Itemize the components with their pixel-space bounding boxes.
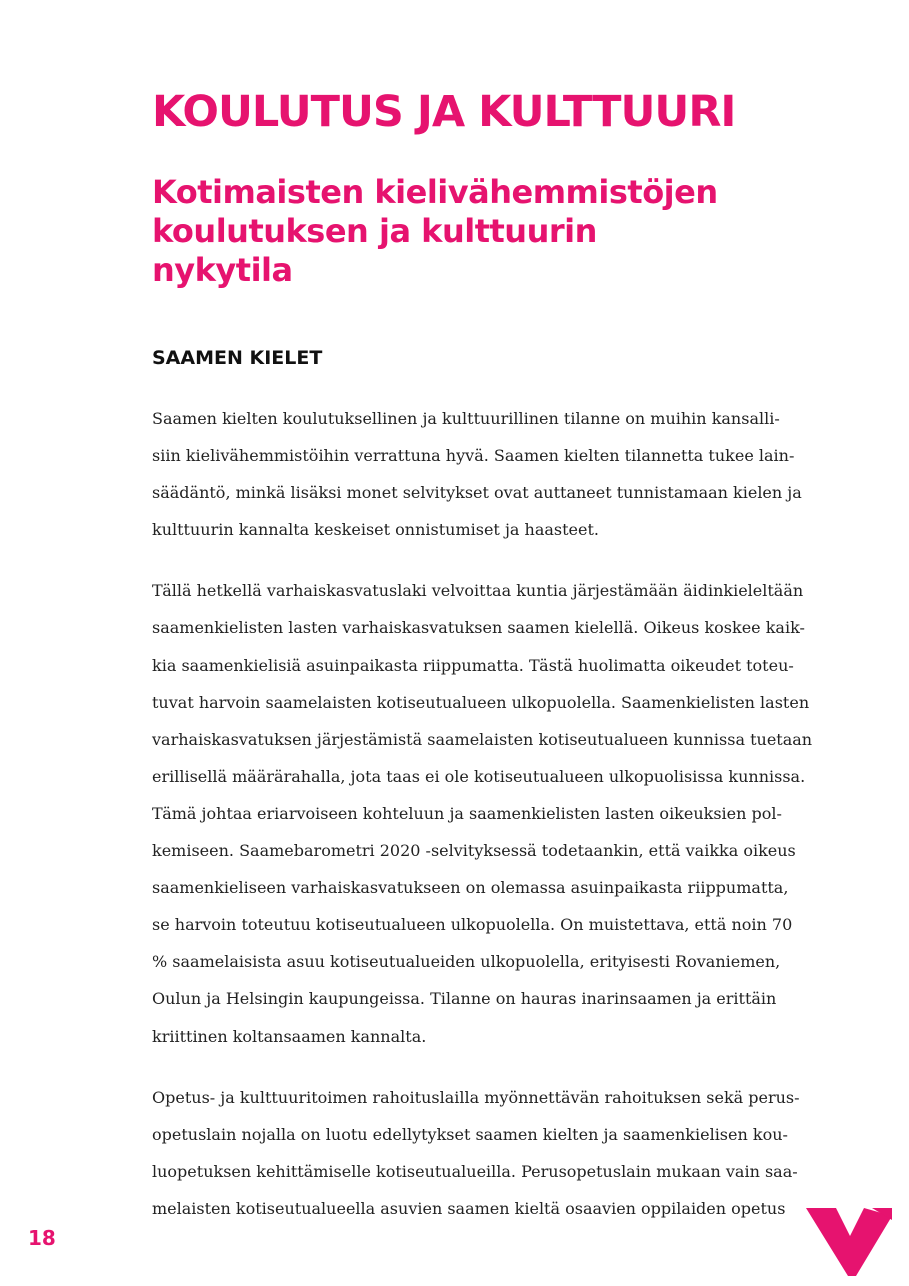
subtitle-line: Kotimaisten kielivähemmistöjen [152,173,718,211]
page-number: 18 [28,1226,56,1250]
text-line: Opetus- ja kulttuuritoimen rahoituslailla myönnettävän rahoituksen sekä perus- [152,1087,800,1107]
text-line: tuvat harvoin saamelaisten kotiseutualueen ulkopuolella. Saamenkielisten lasten [152,692,810,712]
text-line: se harvoin toteutuu kotiseutualueen ulkopuolella. On muistettava, että noin 70 [152,915,793,935]
subtitle-line: nykytila [152,251,293,289]
paragraph-3 [152,1079,832,1227]
text-line: melaisten kotiseutualueella asuvien saamen kieltä osaavien oppilaiden opetus [152,1198,786,1218]
text-line: siin kielivähemmistöihin verrattuna hyvä. Saamen kielten tilannetta tukee lain- [152,446,795,466]
text-line: saamenkieliseen varhaiskasvatukseen on olemassa asuinpaikasta riippumatta, [152,878,789,898]
section-heading: SAAMEN KIELET [152,347,323,369]
page-subtitle [152,173,852,290]
body-text [152,400,832,1251]
text-line: kemiseen. Saamebarometri 2020 -selvityksessä todetaankin, että vaikka oikeus [152,841,796,861]
text-line: kriittinen koltansaamen kannalta. [152,1026,427,1046]
text-line: Tämä johtaa eriarvoiseen kohteluun ja saamenkielisten lasten oikeuksien pol- [152,803,782,823]
text-line: Saamen kielten koulutuksellinen ja kulttuurillinen tilanne on muihin kansalli- [152,409,780,428]
text-line: % saamelaisista asuu kotiseutualueiden ulkopuolella, erityisesti Rovaniemen, [152,952,781,972]
v-logo-icon [806,1206,892,1276]
text-line: kia saamenkielisiä asuinpaikasta riippumatta. Tästä huolimatta oikeudet toteu- [152,655,794,675]
text-line: kulttuurin kannalta keskeiset onnistumiset ja haasteet. [152,520,599,540]
text-line: luopetuksen kehittämiselle kotiseutualueilla. Perusopetuslain mukaan vain saa- [152,1161,798,1181]
page-title: KOULUTUS JA KULTTUURI [152,87,736,137]
text-line: säädäntö, minkä lisäksi monet selvitykset ovat auttaneet tunnistamaan kielen ja [152,483,802,503]
text-line: erillisellä määrärahalla, jota taas ei ole kotiseutualueen ulkopuolisissa kunnissa. [152,766,806,786]
subtitle-line: koulutuksen ja kulttuurin [152,212,597,250]
paragraph-2 [152,572,832,1054]
text-line: opetuslain nojalla on luotu edellytykset saamen kielten ja saamenkielisen kou- [152,1124,788,1144]
paragraph-1 [152,400,832,548]
text-line: varhaiskasvatuksen järjestämistä saamelaisten kotiseutualueen kunnissa tuetaan [152,729,813,749]
text-line: Oulun ja Helsingin kaupungeissa. Tilanne on hauras inarinsaamen ja erittäin [152,989,777,1009]
text-line: Tällä hetkellä varhaiskasvatuslaki velvoittaa kuntia järjestämään äidinkieleltään [152,581,804,601]
text-line: saamenkielisten lasten varhaiskasvatuksen saamen kielellä. Oikeus koskee kaik- [152,618,805,638]
